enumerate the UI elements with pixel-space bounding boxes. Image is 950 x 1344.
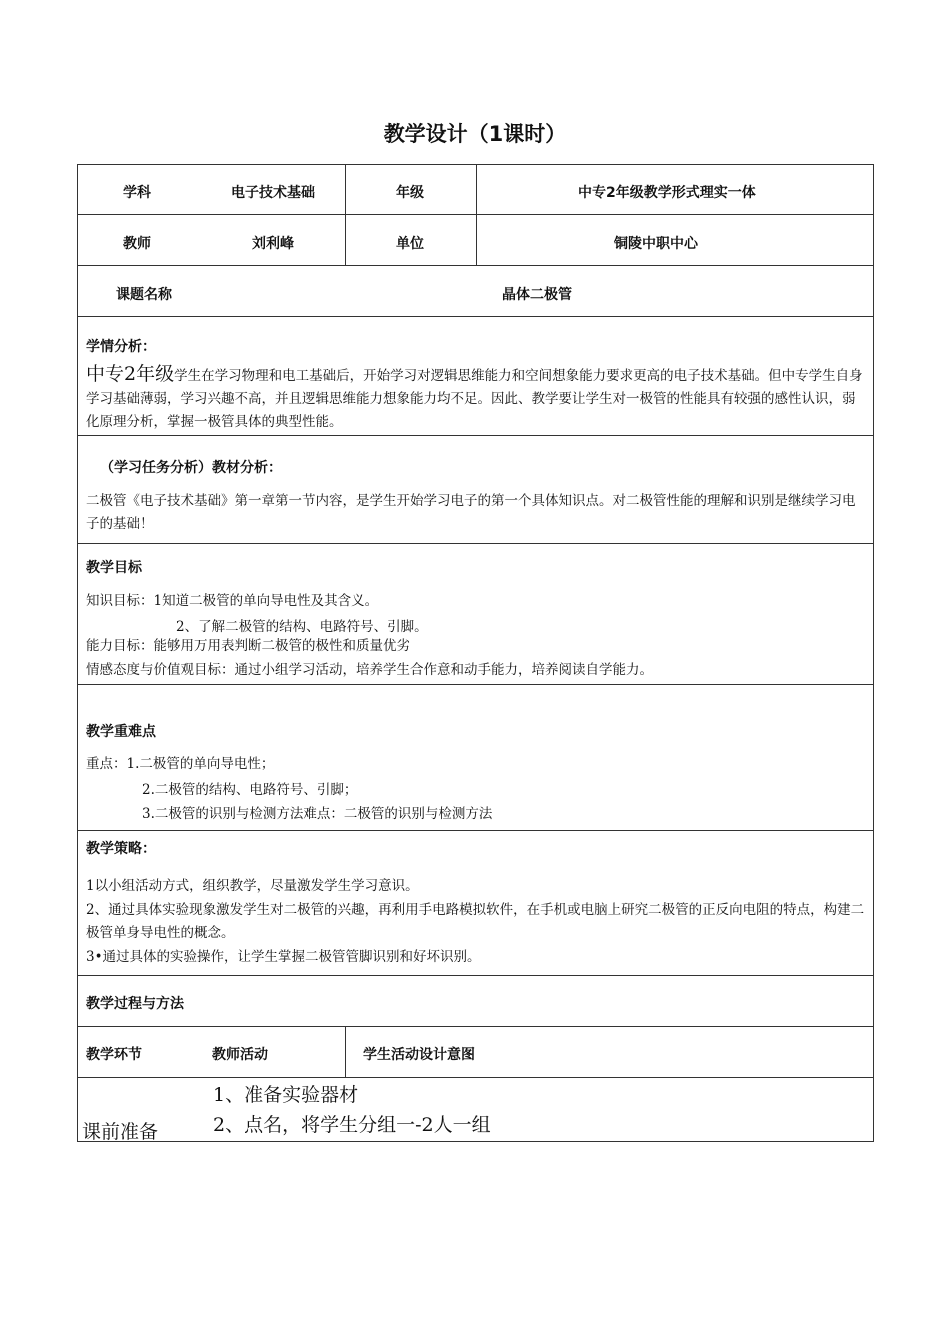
- process-col-student: 学生活动设计意图: [363, 1047, 475, 1063]
- topic-label: 课题名称: [116, 287, 172, 303]
- objective-knowledge-1: 知识目标：1知道二极管的单向导电性及其含义。: [86, 593, 379, 609]
- key-point-3: 3.二极管的识别与检测方法难点：二极管的识别与检测方法: [142, 806, 493, 822]
- teacher-label: 教师: [123, 236, 151, 252]
- objectives-heading: 教学目标: [86, 560, 142, 576]
- key-points-heading: 教学重难点: [86, 724, 156, 740]
- process-col-teacher: 教师活动: [212, 1047, 268, 1063]
- strategy-2: 2、通过具体实验现象激发学生对二极管的兴趣，再利用手电路模拟软件，在手机或电脑上研究二极管的正反向电阻的特点，构建二极管单身导电性的概念。: [86, 902, 865, 941]
- page-title: 教学设计（1课时）: [383, 122, 567, 146]
- row-divider: [78, 1077, 873, 1078]
- learner-analysis-body: 学生在学习物理和电工基础后，开始学习对逻辑思维能力和空间想象能力要求更高的电子技术基础。但中专学生自身学习基础薄弱，学习兴趣不高，并且逻辑思维能力想象能力均不足。因此、教学要让学生对一极管的性能具有较强的感性认识，弱化原理分析，掌握一极管具体的典型性能。: [86, 368, 863, 430]
- strategy-heading: 教学策略：: [86, 841, 156, 857]
- grade-label: 年级: [396, 185, 424, 201]
- col-divider: [345, 214, 346, 265]
- stage-pre-class: 课前准备: [82, 1121, 159, 1143]
- unit-value: 铜陵中职中心: [614, 236, 698, 252]
- row-divider: [78, 316, 873, 317]
- lesson-plan-table: [77, 164, 874, 1142]
- material-analysis-heading: （学习任务分析）教材分析：: [100, 460, 282, 476]
- col-divider: [345, 165, 346, 214]
- subject-value: 电子技术基础: [231, 185, 315, 201]
- objective-ability: 能力目标：能够用万用表判断二极管的极性和质量优劣: [86, 638, 410, 654]
- strategy-3: 3•通过具体的实验操作，让学生掌握二极管管脚识别和好坏识别。: [86, 949, 481, 965]
- grade-value: 中专2年级教学形式理实一体: [578, 185, 756, 201]
- row-divider: [78, 1026, 873, 1027]
- objective-attitude: 情感态度与价值观目标：通过小组学习活动，培养学生合作意和动手能力，培养阅读自学能力。: [86, 662, 653, 678]
- row-divider: [78, 543, 873, 544]
- process-heading: 教学过程与方法: [86, 996, 184, 1012]
- key-point-2: 2.二极管的结构、电路符号、引脚；: [142, 782, 358, 798]
- material-analysis-text: 二极管《电子技术基础》第一章第一节内容，是学生开始学习电子的第一个具体知识点。对二极管性能的理解和识别是继续学习电子的基础！: [86, 493, 856, 532]
- row-divider: [78, 975, 873, 976]
- teacher-value: 刘利峰: [252, 236, 294, 252]
- topic-value: 晶体二极管: [502, 287, 572, 303]
- objective-knowledge-2: 2、了解二极管的结构、电路符号、引脚。: [176, 619, 428, 635]
- learner-analysis-lead: 中专2年级: [86, 363, 175, 385]
- col-divider: [476, 165, 477, 214]
- unit-label: 单位: [396, 236, 424, 252]
- subject-label: 学科: [123, 185, 151, 201]
- key-point-1: 重点：1.二极管的单向导电性；: [86, 756, 275, 772]
- row-divider: [78, 684, 873, 685]
- col-divider: [476, 214, 477, 265]
- step-roll-call: 2、点名，将学生分组一-2人一组: [213, 1114, 491, 1136]
- row-divider: [78, 830, 873, 831]
- strategy-1: 1以小组活动方式，组织教学，尽量激发学生学习意识。: [86, 878, 419, 894]
- row-divider: [78, 265, 873, 266]
- process-col-stage: 教学环节: [86, 1047, 142, 1063]
- row-divider: [78, 435, 873, 436]
- learner-analysis-text: [86, 363, 866, 434]
- col-divider: [345, 1026, 346, 1077]
- step-prepare-equipment: 1、准备实验器材: [213, 1084, 359, 1106]
- learner-analysis-heading: 学情分析：: [86, 339, 156, 355]
